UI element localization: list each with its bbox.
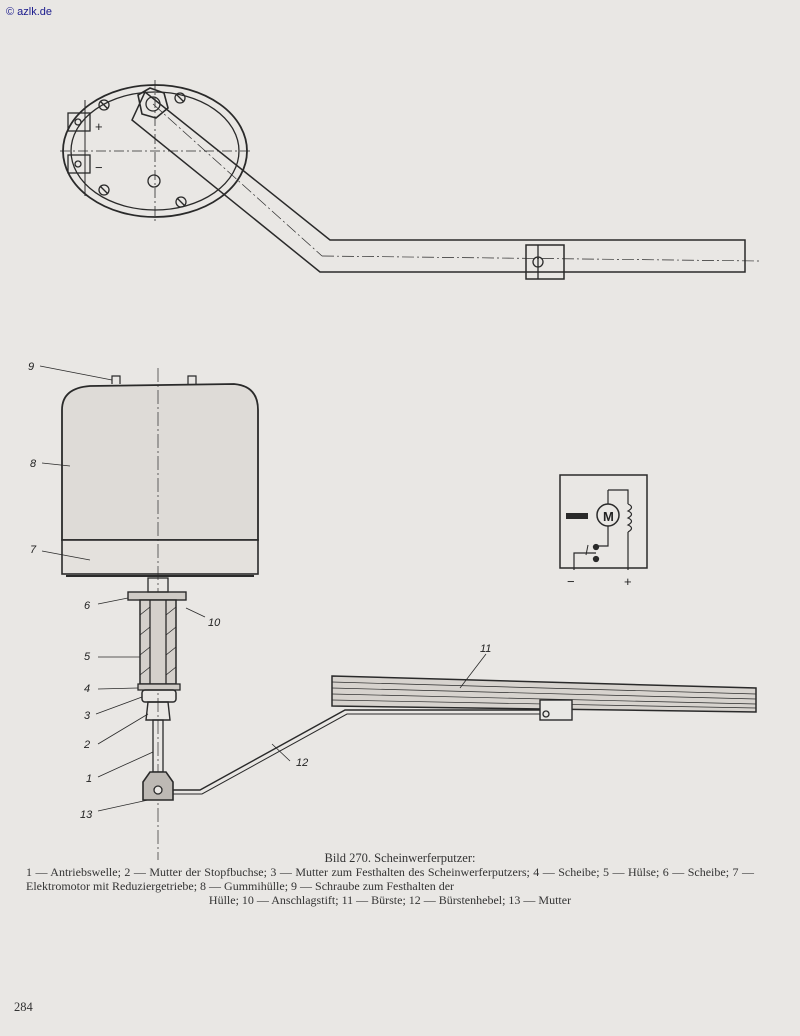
figure-legend [26,865,754,907]
nut-3 [142,690,176,702]
top-view [60,80,760,279]
callout-3: 3 [84,710,91,722]
legend-line-1: 1 — Antriebswelle; 2 — Mutter der Stopfbuchse; 3 — Mutter zum Festhalten des Scheinwerferputzers; 4 — Scheibe; 5 — Hülse; 6 — Scheibe; 7 — Elektromotor mit Reduziergetriebe; 8 — Gummihülle; 9 — Schraube zum Festhalten der [26,865,754,893]
page-number: 284 [14,1000,33,1014]
callout-9: 9 [28,361,35,373]
arm-clamp [526,245,564,279]
motor-label: M [603,509,614,524]
callout-7: 7 [30,544,37,556]
callout-10: 10 [208,617,221,629]
schematic-minus: − [567,574,575,589]
lever-arm-top [132,92,745,272]
top-screw-right [188,376,196,384]
side-view [28,361,756,860]
legend-line-2: Hülle; 10 — Anschlagstift; 11 — Bürste; 12 — Bürstenhebel; 13 — Mutter [208,893,572,907]
callout-5: 5 [84,651,91,663]
top-screw-left [112,376,120,384]
callout-11: 11 [480,643,492,655]
top-minus-sign: − [95,160,103,175]
rubber-cover [62,384,258,540]
housing-screws [99,93,186,207]
callout-8: 8 [30,458,37,470]
brush-lever [173,710,540,790]
electric-motor [62,540,258,574]
washer-4 [138,684,180,690]
schematic-switch-bar [566,513,588,519]
callout-6: 6 [84,600,91,612]
callout-2: 2 [84,739,91,751]
washer-6 [128,592,186,600]
callout-1: 1 [86,773,93,785]
figure-title: Bild 270. Scheinwerferputzer: [324,851,476,865]
callout-13: 13 [80,809,93,821]
top-plus-sign: + [95,119,103,134]
callout-4: 4 [84,683,91,695]
schematic-plus: + [624,574,632,589]
wiring-schematic [560,475,647,589]
field-coil-symbol [628,504,632,532]
watermark-text: © azlk.de [6,6,53,18]
callout-12: 12 [296,757,309,769]
